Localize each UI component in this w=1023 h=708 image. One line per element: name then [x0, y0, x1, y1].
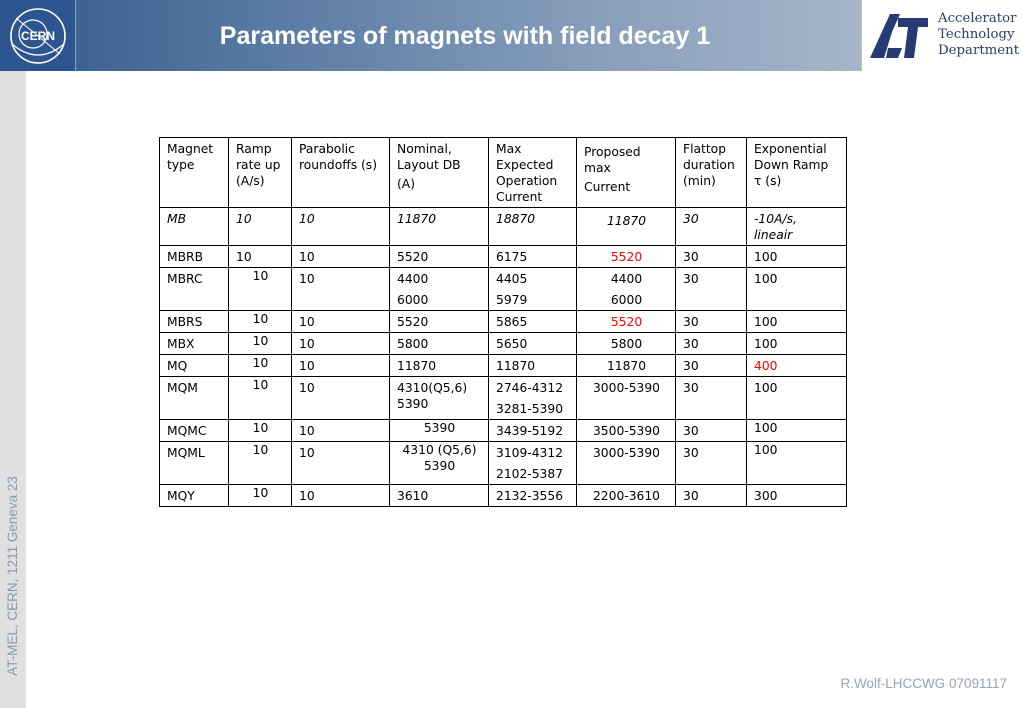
cell-text-line: Magnet: [167, 142, 214, 156]
table-row-mbrb: [160, 246, 847, 268]
cell-text-line: 5979: [496, 293, 528, 307]
table-cell: MQY: [160, 485, 229, 507]
table-cell: 10: [292, 420, 390, 442]
cell-text-line: 100: [754, 443, 778, 457]
cell-text-line: 5390: [423, 459, 456, 473]
highlighted-value: 400: [747, 355, 847, 377]
table-cell: 3500-5390: [577, 420, 676, 442]
table-cell: 2200-3610: [577, 485, 676, 507]
table-cell: 11870: [390, 208, 489, 246]
table-cell: [577, 208, 676, 246]
cell-text-line: (A): [397, 177, 416, 191]
table-cell: MQML: [160, 442, 229, 485]
cell-text-line: Down Ramp: [754, 158, 829, 172]
cell-text-line: 3109-4312: [496, 446, 564, 460]
table-cell: 3610: [390, 485, 489, 507]
cell-text-line: 10: [252, 378, 269, 392]
table-cell: 10: [292, 485, 390, 507]
table-cell: 5800: [390, 333, 489, 355]
cell-text-line: 2746-4312: [496, 381, 564, 395]
cell-text-line: Proposed: [584, 145, 641, 159]
cell-text-line: 4310 (Q5,6): [402, 443, 477, 457]
table-cell: 300: [747, 485, 847, 507]
cell-text-line: -10A/s,: [754, 212, 797, 226]
table-cell: MB: [160, 208, 229, 246]
cell-text-line: Flattop: [683, 142, 726, 156]
table-row-mqmc: [160, 420, 847, 442]
header-proposed: [577, 138, 676, 208]
cell-text-line: Expected: [496, 158, 554, 172]
cern-logo: [0, 0, 76, 71]
table-cell: [229, 268, 292, 311]
cell-text-line: 4405: [496, 272, 528, 286]
dept-line-3: Department: [938, 43, 1020, 58]
table-cell: 100: [747, 268, 847, 311]
table-cell: 3000-5390: [577, 442, 676, 485]
table-cell: MBRB: [160, 246, 229, 268]
table-cell: 3439-5192: [489, 420, 577, 442]
cell-text-line: 100: [754, 421, 778, 435]
table-cell: [229, 377, 292, 420]
table-cell: 30: [676, 333, 747, 355]
table-cell: 10: [292, 333, 390, 355]
table-cell: 100: [747, 311, 847, 333]
cern-logo-icon: [4, 4, 72, 67]
header-flattop: [676, 138, 747, 208]
table-cell: MQMC: [160, 420, 229, 442]
magnet-parameters-table: [159, 137, 847, 507]
table-cell: 30: [676, 311, 747, 333]
table-cell: 30: [676, 208, 747, 246]
cell-text-line: type: [167, 158, 195, 172]
table-header-row: [160, 138, 847, 208]
table-cell: 10: [292, 246, 390, 268]
table-cell: 30: [676, 420, 747, 442]
table-cell: 5865: [489, 311, 577, 333]
table-cell: MQM: [160, 377, 229, 420]
cell-text-line: 6000: [610, 293, 643, 307]
cell-text-line: 5390: [423, 421, 456, 435]
cell-text-line: 4400: [397, 272, 429, 286]
dept-line-2: Technology: [938, 27, 1015, 42]
cell-text-line: Current: [496, 190, 543, 204]
table-row-mqm: [160, 377, 847, 420]
table-cell: 5520: [390, 311, 489, 333]
cell-text-line: 10: [252, 269, 269, 283]
cell-text-line: 4400: [610, 272, 643, 286]
header-parabolic: [292, 138, 390, 208]
table-cell: [229, 442, 292, 485]
table-cell: 10: [292, 311, 390, 333]
table-cell: [489, 268, 577, 311]
table-row-mbx: [160, 333, 847, 355]
table-cell: 10: [229, 208, 292, 246]
table-cell: [489, 377, 577, 420]
table-cell: 30: [676, 442, 747, 485]
cell-text-line: Layout DB: [397, 158, 461, 172]
table-cell: 100: [747, 246, 847, 268]
table-cell: 3000-5390: [577, 377, 676, 420]
cell-text-line: τ (s): [754, 174, 782, 188]
header-bar: [0, 0, 1023, 71]
table-cell: MQ: [160, 355, 229, 377]
table-cell: 100: [747, 333, 847, 355]
cell-text-line: 2102-5387: [496, 467, 564, 481]
table-cell: 11870: [489, 355, 577, 377]
table-cell: [229, 485, 292, 507]
table-cell: 5520: [390, 246, 489, 268]
footer-reference: R.Wolf-LHCCWG 07091117: [840, 676, 1007, 691]
table-cell: MBRS: [160, 311, 229, 333]
table-cell: [390, 420, 489, 442]
table-cell: 5800: [577, 333, 676, 355]
at-logo-icon: [868, 12, 932, 60]
header-max-expected: [489, 138, 577, 208]
table-cell: 2132-3556: [489, 485, 577, 507]
page-title: Parameters of magnets with field decay 1: [219, 22, 711, 50]
cell-text-line: 10: [252, 486, 269, 500]
table-cell: 30: [676, 246, 747, 268]
table-cell: 30: [676, 485, 747, 507]
table-row-mqy: [160, 485, 847, 507]
table-cell: [229, 311, 292, 333]
cell-text-line: Parabolic: [299, 142, 355, 156]
dept-line-1: Accelerator: [938, 11, 1017, 26]
cell-text-line: 10: [252, 421, 269, 435]
header-magnet-type: [160, 138, 229, 208]
cern-logo-text: CERN: [20, 29, 56, 43]
table-cell: 10: [292, 442, 390, 485]
cell-text-line: 4310(Q5,6): [397, 381, 468, 395]
cell-text-line: Nominal,: [397, 142, 452, 156]
cell-text-line: 11870: [606, 214, 647, 228]
table-cell: MBX: [160, 333, 229, 355]
table-cell: 10: [292, 377, 390, 420]
table-cell: MBRC: [160, 268, 229, 311]
table-row-mb: [160, 208, 847, 246]
header-exponential: [747, 138, 847, 208]
dept-logo: [861, 0, 1023, 71]
table-cell: 10: [292, 208, 390, 246]
cell-text-line: 10: [252, 334, 269, 348]
table-cell: [390, 442, 489, 485]
table-cell: 10: [229, 246, 292, 268]
table-cell: [390, 268, 489, 311]
table-cell: [747, 208, 847, 246]
table-cell: 6175: [489, 246, 577, 268]
highlighted-value: 5520: [577, 246, 676, 268]
table-cell: 18870: [489, 208, 577, 246]
table-cell: 30: [676, 268, 747, 311]
cell-text-line: max: [584, 161, 611, 175]
table-cell: [229, 333, 292, 355]
cell-text-line: (A/s): [236, 174, 265, 188]
header-ramp-rate: [229, 138, 292, 208]
cell-text-line: 10: [252, 356, 269, 370]
table-cell: [747, 420, 847, 442]
cell-text-line: roundoffs (s): [299, 158, 378, 172]
dept-name: [938, 11, 1022, 59]
cell-text-line: duration: [683, 158, 735, 172]
table-cell: 5650: [489, 333, 577, 355]
table-cell: 10: [292, 268, 390, 311]
sidebar-address: AT-MEL, CERN, 1211 Geneva 23: [5, 476, 20, 676]
table-cell: [489, 442, 577, 485]
cell-text-line: Max: [496, 142, 522, 156]
table-cell: [229, 420, 292, 442]
cell-text-line: Current: [584, 180, 631, 194]
cell-text-line: Exponential: [754, 142, 827, 156]
cell-text-line: (min): [683, 174, 716, 188]
cell-text-line: 10: [252, 443, 269, 457]
cell-text-line: 5390: [397, 397, 429, 411]
table-cell: [747, 442, 847, 485]
table-cell: 11870: [390, 355, 489, 377]
table-cell: 11870: [577, 355, 676, 377]
table-row-mqml: [160, 442, 847, 485]
table-cell: 100: [747, 377, 847, 420]
table-cell: [390, 377, 489, 420]
table-row-mbrs: [160, 311, 847, 333]
cell-text-line: lineair: [754, 228, 793, 242]
cell-text-line: 6000: [397, 293, 429, 307]
table-row-mq: [160, 355, 847, 377]
table-cell: [577, 268, 676, 311]
table-cell: 30: [676, 377, 747, 420]
table-cell: 10: [292, 355, 390, 377]
header-nominal: [390, 138, 489, 208]
cell-text-line: 3281-5390: [496, 402, 564, 416]
dept-logo-letters: [927, 56, 929, 59]
table-cell: [229, 355, 292, 377]
table-row-mbrc: [160, 268, 847, 311]
highlighted-value: 5520: [577, 311, 676, 333]
cell-text-line: Operation: [496, 174, 558, 188]
cell-text-line: rate up: [236, 158, 281, 172]
cell-text-line: 10: [252, 312, 269, 326]
table-cell: 30: [676, 355, 747, 377]
cell-text-line: Ramp: [236, 142, 272, 156]
